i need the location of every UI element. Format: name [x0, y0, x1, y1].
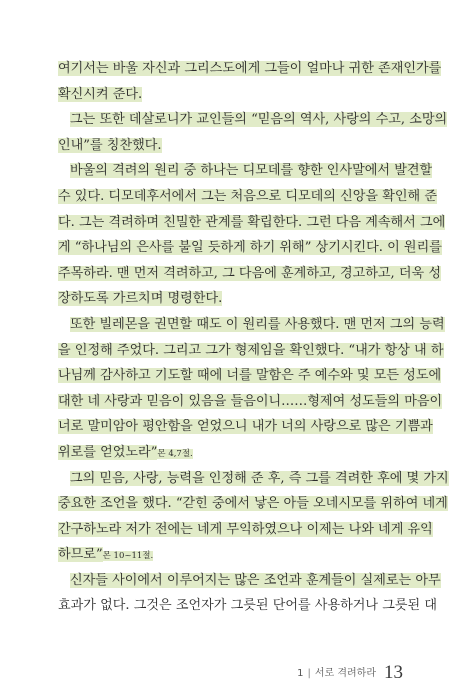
scripture-reference: 몬 10~11절. [102, 551, 154, 562]
text-line [58, 56, 442, 82]
line-text: 나님께 감사하고 기도할 때에 너를 말함은 주 예수와 및 모든 성도에 [58, 368, 442, 384]
footer-separator: | [307, 668, 311, 679]
line-text: 인내”를 칭찬했다. [58, 137, 162, 153]
line-text: 신자들 사이에서 이루어지는 많은 조언과 훈계들이 실제로는 아무 [70, 572, 441, 588]
text-line [58, 210, 446, 236]
text-line [58, 363, 442, 389]
line-text: 여기서는 바울 자신과 그리스도에게 그들이 얼마나 귀한 존재인가를 [58, 61, 442, 76]
line-text: 대한 네 사랑과 믿음이 있음을 들음이니……형제여 성도들의 마음이 [58, 393, 443, 409]
line-text: 장하도록 가르치며 명령한다. [58, 291, 223, 307]
page-footer [0, 662, 403, 684]
text-line [58, 517, 433, 543]
text-line [58, 184, 437, 210]
text-line [58, 133, 400, 159]
text-line [58, 286, 400, 312]
text-line [58, 414, 433, 440]
text-line [58, 389, 443, 415]
line-text: 또한 빌레몬을 권면할 때도 이 원리를 사용했다. 맨 먼저 그의 능력 [70, 316, 445, 332]
line-text: 바울의 격려의 원리 중 하나는 디모데를 향한 인사말에서 발견할 [70, 163, 433, 179]
line-text: 확신시켜 준다. [58, 86, 143, 102]
text-line [58, 82, 400, 108]
text-line [58, 440, 400, 466]
text-line [58, 235, 442, 261]
line-text: 중요한 조언을 했다. “갇힌 중에서 낳은 아들 오네시모를 위하여 네게 [58, 496, 448, 512]
text-line [58, 158, 433, 184]
text-line [58, 491, 448, 517]
line-text: 그의 믿음, 사랑, 능력을 인정해 준 후, 즉 그를 격려한 후에 몇 가지 [70, 470, 449, 486]
text-line [58, 107, 448, 133]
line-text: 그는 또한 데살로니가 교인들의 “믿음의 역사, 사랑의 수고, 소망의 [70, 112, 448, 128]
scripture-reference: 몬 4,7절. [157, 448, 193, 459]
text-line [58, 568, 441, 594]
text-line [58, 261, 441, 287]
line-text: 효과가 없다. 그것은 조언자가 그릇된 단어를 사용하거나 그릇된 대 [58, 598, 437, 614]
line-text: 주목하라. 맨 먼저 격려하고, 그 다음에 훈계하고, 경고하고, 더욱 성 [58, 265, 441, 281]
text-line [58, 593, 437, 619]
text-line [58, 466, 449, 492]
running-title: 서로 격려하라 [314, 668, 376, 679]
line-text: 너로 말미암아 평안함을 얻었으니 내가 너의 사랑으로 많은 기쁨과 [58, 419, 433, 435]
line-text: 하므로” [58, 547, 103, 563]
body-text [58, 56, 449, 619]
line-text: 을 인정해 주었다. 그리고 그가 형제임을 확인했다. “내가 항상 내 하 [58, 342, 444, 358]
text-line [58, 542, 400, 568]
line-text: 게 “하나님의 은사를 불일 듯하게 하기 위해” 상기시킨다. 이 원리를 [58, 240, 442, 256]
chapter-number: 1 [297, 668, 304, 679]
line-text: 위로를 얻었노라” [58, 444, 158, 460]
text-line [58, 338, 444, 364]
text-line [58, 312, 445, 338]
line-text: 다. 그는 격려하며 친밀한 관계를 확립한다. 그런 다음 계속해서 그에 [58, 214, 446, 230]
page-number: 13 [384, 662, 403, 683]
line-text: 수 있다. 디모데후서에서 그는 처음으로 디모데의 신앙을 확인해 준 [58, 188, 437, 204]
line-text: 간구하노라 저가 전에는 네게 무익하였으나 이제는 나와 네게 유익 [58, 521, 433, 537]
